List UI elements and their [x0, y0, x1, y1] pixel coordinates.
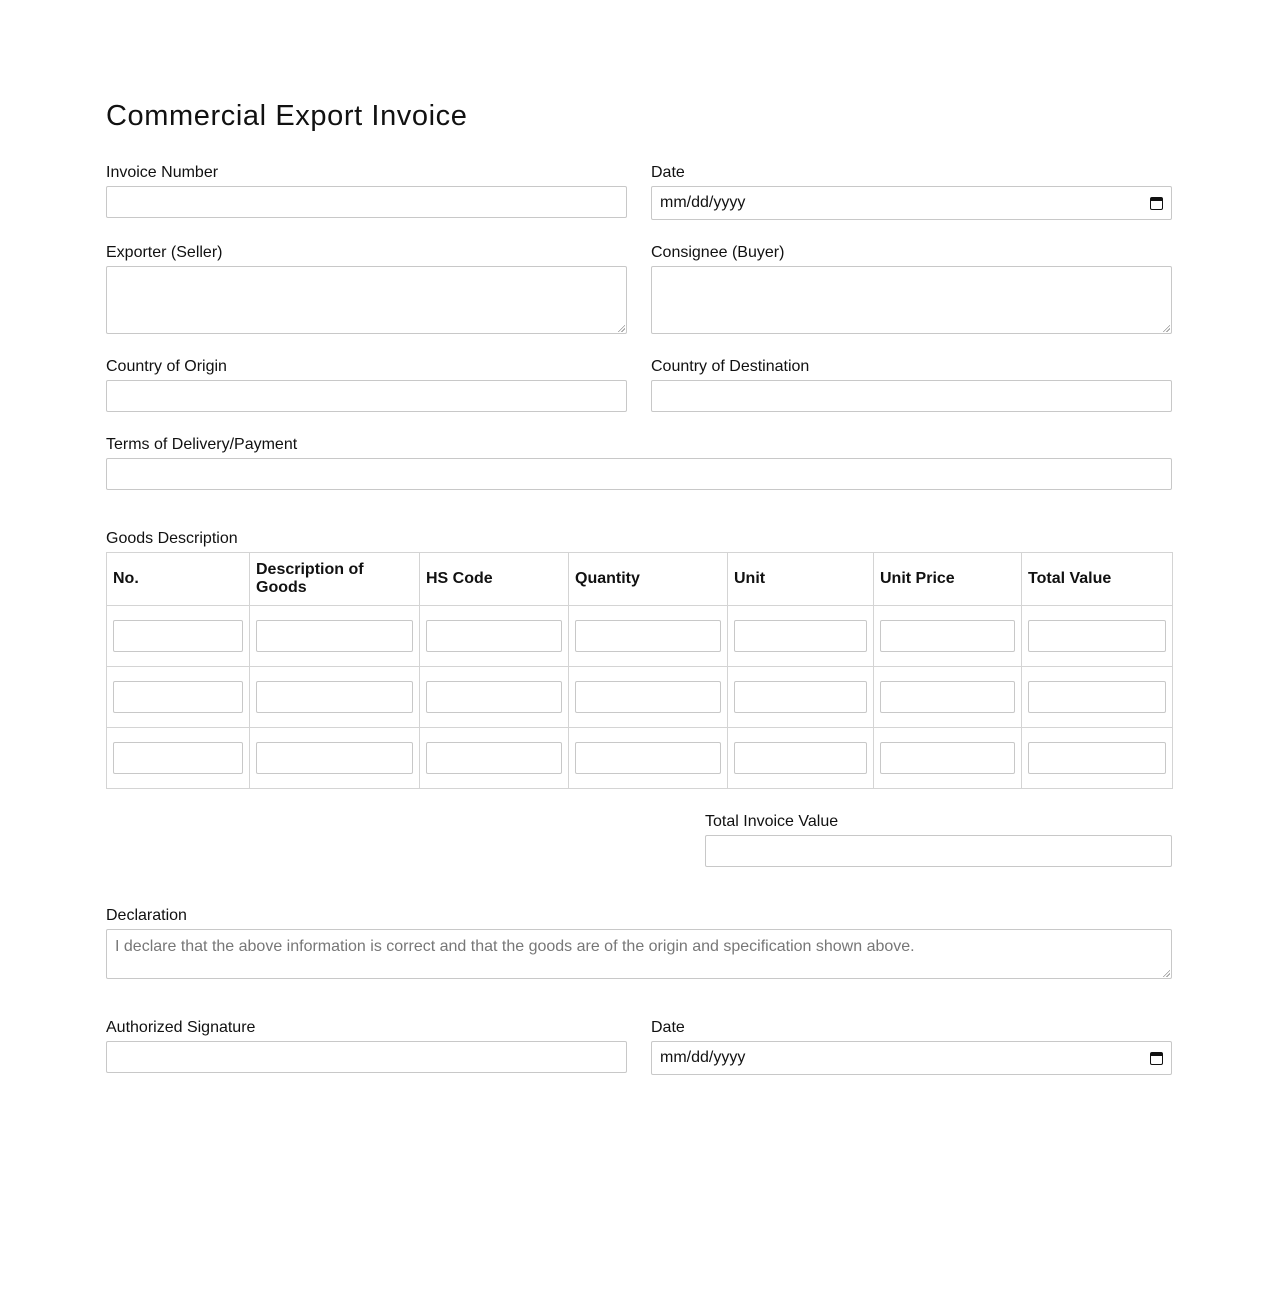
table-cell	[107, 667, 250, 728]
country-destination-label: Country of Destination	[651, 358, 810, 375]
total-value-input[interactable]	[1028, 742, 1166, 774]
page-title: Commercial Export Invoice	[106, 100, 468, 132]
table-cell	[569, 667, 728, 728]
description-input[interactable]	[256, 742, 413, 774]
unit-price-input[interactable]	[880, 681, 1015, 713]
hs-code-input[interactable]	[426, 620, 562, 652]
declaration-label: Declaration	[106, 907, 187, 924]
table-cell	[569, 728, 728, 789]
signature-date-input[interactable]	[651, 1041, 1172, 1075]
invoice-number-input[interactable]	[106, 186, 627, 218]
table-row	[107, 667, 1173, 728]
calendar-icon[interactable]	[1150, 1052, 1163, 1065]
quantity-input[interactable]	[575, 620, 721, 652]
country-destination-input[interactable]	[651, 380, 1172, 412]
quantity-input[interactable]	[575, 742, 721, 774]
country-origin-input[interactable]	[106, 380, 627, 412]
column-header-unit: Unit	[728, 553, 874, 606]
table-cell	[250, 728, 420, 789]
table-cell	[250, 606, 420, 667]
no-input[interactable]	[113, 742, 243, 774]
table-row	[107, 606, 1173, 667]
unit-input[interactable]	[734, 681, 867, 713]
table-cell	[107, 606, 250, 667]
signature-date-label: Date	[651, 1019, 685, 1036]
column-header-total-value: Total Value	[1022, 553, 1173, 606]
unit-price-input[interactable]	[880, 620, 1015, 652]
table-cell	[874, 606, 1022, 667]
exporter-label: Exporter (Seller)	[106, 244, 223, 261]
table-row	[107, 728, 1173, 789]
total-invoice-value-input[interactable]	[705, 835, 1172, 867]
signature-input[interactable]	[106, 1041, 627, 1073]
table-cell	[874, 667, 1022, 728]
description-input[interactable]	[256, 620, 413, 652]
terms-input[interactable]	[106, 458, 1172, 490]
hs-code-input[interactable]	[426, 681, 562, 713]
table-cell	[107, 728, 250, 789]
total-value-input[interactable]	[1028, 620, 1166, 652]
table-cell	[250, 667, 420, 728]
date-placeholder: mm/dd/yyyy	[660, 194, 746, 211]
unit-input[interactable]	[734, 620, 867, 652]
signature-date-placeholder: mm/dd/yyyy	[660, 1049, 746, 1066]
hs-code-input[interactable]	[426, 742, 562, 774]
invoice-number-label: Invoice Number	[106, 164, 219, 181]
column-header-description: Description of Goods	[250, 553, 420, 606]
declaration-textarea[interactable]	[106, 929, 1172, 979]
signature-label: Authorized Signature	[106, 1019, 256, 1036]
table-cell	[728, 728, 874, 789]
table-cell	[420, 667, 569, 728]
table-cell	[1022, 728, 1173, 789]
goods-table	[106, 552, 1173, 789]
column-header-hs-code: HS Code	[420, 553, 569, 606]
column-header-unit-price: Unit Price	[874, 553, 1022, 606]
no-input[interactable]	[113, 681, 243, 713]
table-cell	[420, 606, 569, 667]
total-invoice-value-label: Total Invoice Value	[705, 813, 839, 830]
terms-label: Terms of Delivery/Payment	[106, 436, 298, 453]
no-input[interactable]	[113, 620, 243, 652]
table-cell	[728, 667, 874, 728]
goods-description-label: Goods Description	[106, 530, 238, 547]
table-cell	[420, 728, 569, 789]
table-header-row	[107, 553, 1173, 606]
country-origin-label: Country of Origin	[106, 358, 227, 375]
table-cell	[569, 606, 728, 667]
column-header-quantity: Quantity	[569, 553, 728, 606]
date-label: Date	[651, 164, 685, 181]
consignee-label: Consignee (Buyer)	[651, 244, 785, 261]
column-header-no: No.	[107, 553, 250, 606]
date-input[interactable]	[651, 186, 1172, 220]
unit-input[interactable]	[734, 742, 867, 774]
exporter-textarea[interactable]	[106, 266, 627, 334]
table-cell	[1022, 667, 1173, 728]
quantity-input[interactable]	[575, 681, 721, 713]
consignee-textarea[interactable]	[651, 266, 1172, 334]
table-cell	[728, 606, 874, 667]
table-cell	[874, 728, 1022, 789]
description-input[interactable]	[256, 681, 413, 713]
total-value-input[interactable]	[1028, 681, 1166, 713]
unit-price-input[interactable]	[880, 742, 1015, 774]
table-cell	[1022, 606, 1173, 667]
calendar-icon[interactable]	[1150, 197, 1163, 210]
